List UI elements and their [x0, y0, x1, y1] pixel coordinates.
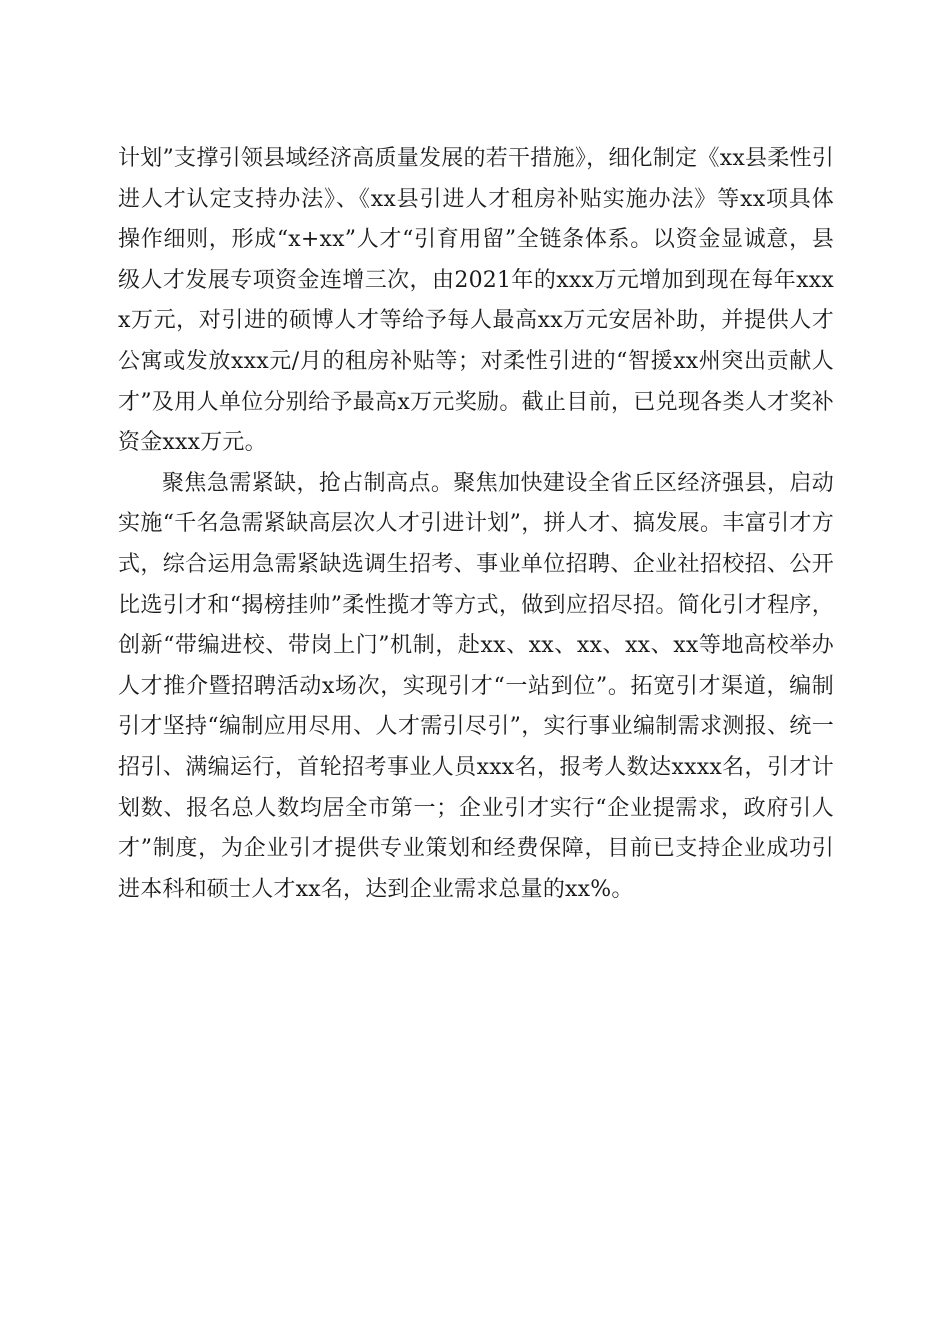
document-page — [118, 139, 834, 910]
paragraph-2: 聚焦急需紧缺，抢占制高点。聚焦加快建设全省丘区经济强县，启动实施“千名急需紧缺高层次人才引进计划”，拼人才、搞发展。丰富引才方式，综合运用急需紧缺选调生招考、事业单位招聘、企业社招校招、公开比选引才和“揭榜挂帅”柔性揽才等方式，做到应招尽招。简化引才程序，创新“带编进校、带岗上门”机制，赴xx、xx、xx、xx、xx等地高校举办人才推介暨招聘活动x场次，实现引才“一站到位”。拓宽引才渠道，编制引才坚持“编制应用尽用、人才需引尽引”，实行事业编制需求测报、统一招引、满编运行，首轮招考事业人员xxx名，报考人数达xxxx名，引才计划数、报名总人数均居全市第一；企业引才实行“企业提需求，政府引人才”制度，为企业引才提供专业策划和经费保障，目前已支持企业成功引进本科和硕士人才xx名，达到企业需求总量的xx%。 — [118, 470, 834, 902]
paragraph-1: 计划”支撑引领县域经济高质量发展的若干措施》，细化制定《xx县柔性引进人才认定支持办法》、《xx县引进人才租房补贴实施办法》等xx项具体操作细则，形成“x+xx”人才“引育用留”全链条体系。以资金显诚意，县级人才发展专项资金连增三次，由2021年的xxx万元增加到现在每年xxxx万元，对引进的硕博人才等给予每人最高xx万元安居补助，并提供人才公寓或发放xxx元/月的租房补贴等；对柔性引进的“智援xx州突出贡献人才”及用人单位分别给予最高x万元奖励。截止目前，已兑现各类人才奖补资金xxx万元。 — [118, 146, 834, 456]
